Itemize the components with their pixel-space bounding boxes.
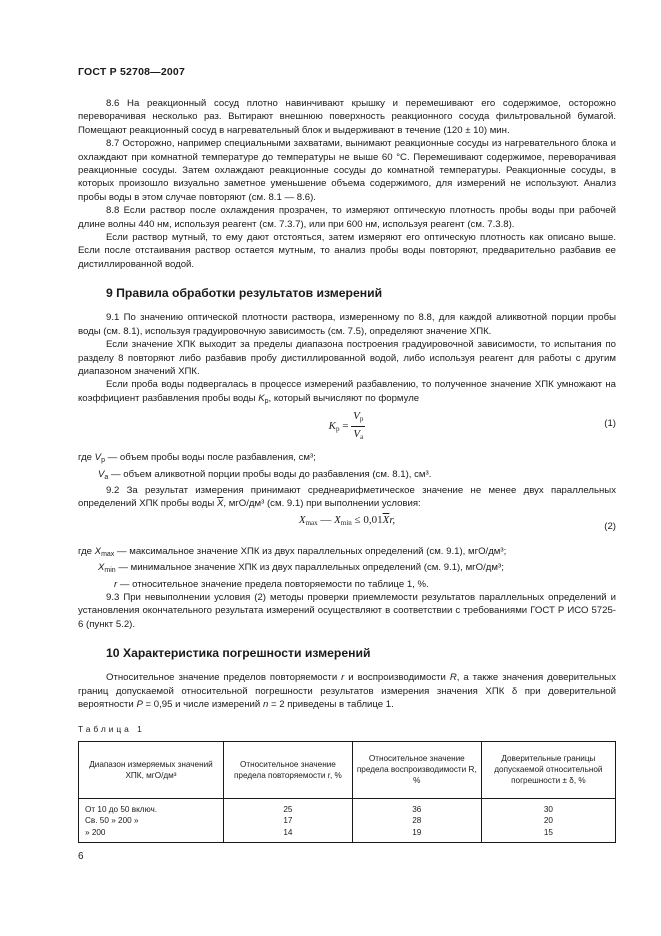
column-header-reproducibility: Относительное значение предела воспроизводимости R, % bbox=[352, 741, 481, 798]
definition-vp: где $V_р$ — объем пробы воды после разбавления, см³; bbox=[78, 452, 316, 465]
table-row bbox=[79, 798, 616, 843]
paragraph-8-8: 8.8 Если раствор после охлаждения прозрачен, то измеряют оптическую плотность пробы воды при рабочей длине волны 440 нм, используя реагент (см. 7.3.7), или при 600 нм, используя реагент (см. 7.3.8). bbox=[78, 205, 616, 230]
paragraph-9-1-range: Если значение ХПК выходит за пределы диапазона построения градуировочной зависимости, то испытания по разделу 8 повторяют либо разбавив пробу дистиллированной водой, либо используя реагент для работы с другим диапазоном значений ХПК. bbox=[78, 339, 616, 377]
paragraph-8-7: 8.7 Осторожно, например специальными захватами, вынимают реакционные сосуды из нагревательного блока и охлаждают при комнатной температуре до температуры не выше 60 °С. Перемешивают содержимое, переворачивая реакционные сосуды. Затем охлаждают реакционные сосуды до комнатной температуры. Реакционные сосуды, в которых произошло визуально заметное уменьшение объема содержимого, для измерений не используют. Анализ пробы воды в этом случае повторяют (см. 8.1 — 8.6). bbox=[78, 138, 616, 203]
paragraph-8-8-turbid: Если раствор мутный, то ему дают отстояться, затем измеряют его оптическую плотность как описано выше. Если после отстаивания раствор остается мутным, то анализ пробы воды повторяют, предварительно разбавив ее дистиллированной водой. bbox=[78, 232, 616, 270]
formula-1: $K_р$ = $\frac{V_р}{V_а}$ (1) bbox=[78, 409, 616, 447]
paragraph-9-1-dilution: Если проба воды подвергалась в процессе измерений разбавлению, то полученное значение ХПК умножают на коэффициент разбавления пробы воды $K_р$, который вычисляют по формуле bbox=[78, 379, 616, 405]
definition-va: $V_а$ — объем аликвотной порции пробы воды до разбавления (см. 8.1), см³. bbox=[98, 468, 432, 481]
document-header: ГОСТ Р 52708—2007 bbox=[78, 66, 186, 78]
definition-xmax: где $X_{max}$ — максимальное значение ХПК из двух параллельных определений (см. 9.1), мгО/дм³; bbox=[78, 545, 507, 558]
cell-reproducibility: 36 28 19 bbox=[352, 798, 481, 843]
column-header-repeatability: Относительное значение предела повторяемости r, % bbox=[223, 741, 352, 798]
paragraph-9-1: 9.1 По значению оптической плотности раствора, измеренному по 8.8, для каждой аликвотной порции пробы воды (см. 8.1), используя градуировочную зависимость (см. 7.5), определяют значение ХПК. bbox=[78, 312, 616, 337]
document-body bbox=[78, 97, 616, 843]
formula-1-number: (1) bbox=[604, 418, 616, 430]
paragraph-9-3: 9.3 При невыполнении условия (2) методы проверки приемлемости результатов параллельных определений и установления окончательного результата измерений осуществляют в соответствии с требованиями ГОСТ Р ИСО 5725-6 (пункт 5.2). bbox=[78, 591, 616, 630]
table-header-row bbox=[79, 741, 616, 798]
column-header-error-bounds: Доверительные границы допускаемой относительной погрешности ± δ, % bbox=[481, 741, 615, 798]
section-10-title: 10 Характеристика погрешности измерений bbox=[106, 646, 371, 661]
paragraph-9-2: 9.2 За результат измерения принимают среднеарифметическое значение не менее двух параллельных определений ХПК пробы воды $\overline{X}$, мгО/дм³ (см. 9.1) при выполнении условия: bbox=[78, 484, 616, 510]
cell-ranges: От 10 до 50 включ. Св. 50 » 200 » » 200 bbox=[79, 798, 224, 843]
table-1 bbox=[78, 741, 616, 844]
page-number: 6 bbox=[78, 851, 84, 862]
cell-error-bounds: 30 20 15 bbox=[481, 798, 615, 843]
column-header-range: Диапазон измеряемых значений ХПК, мгО/дм³ bbox=[79, 741, 224, 798]
section-9-title: 9 Правила обработки результатов измерений bbox=[106, 286, 383, 301]
definition-r: r — относительное значение предела повторяемости по таблице 1, %. bbox=[114, 578, 429, 590]
paragraph-10-1: Относительное значение пределов повторяемости r и воспроизводимости R, а также значения доверительных границ допускаемой относительной погрешности результатов измерения значения ХПК δ при доверительной вероятности P = 0,95 и числе измерений n = 2 приведены в таблице 1. bbox=[78, 672, 616, 710]
cell-repeatability: 25 17 14 bbox=[223, 798, 352, 843]
formula-1-definitions bbox=[78, 451, 616, 484]
formula-1-fraction: $\frac{V_р}{V_а}$ bbox=[353, 410, 364, 442]
formula-2: $X_{max}$ — $X_{min} \le 0,01\overline{X}r$, (2) bbox=[298, 513, 616, 532]
formula-2-definitions bbox=[78, 545, 616, 591]
formula-1-lhs: K bbox=[328, 420, 336, 433]
table-caption: Таблица 1 bbox=[78, 724, 145, 735]
formula-2-number: (2) bbox=[604, 520, 616, 532]
paragraph-8-6: 8.6 На реакционный сосуд плотно навинчивают крышку и перемешивают его содержимое, осторожно переворачивая несколько раз. Вытирают внешнюю поверхность реакционного сосуда фильтровальной бумагой. Помещают реакционный сосуд в нагревательный блок и выдерживают в течение (120 ± 10) мин. bbox=[78, 98, 616, 136]
definition-xmin: $X_{min}$ — минимальное значение ХПК из двух параллельных определений (см. 9.1), мгО/дм³; bbox=[98, 562, 504, 575]
